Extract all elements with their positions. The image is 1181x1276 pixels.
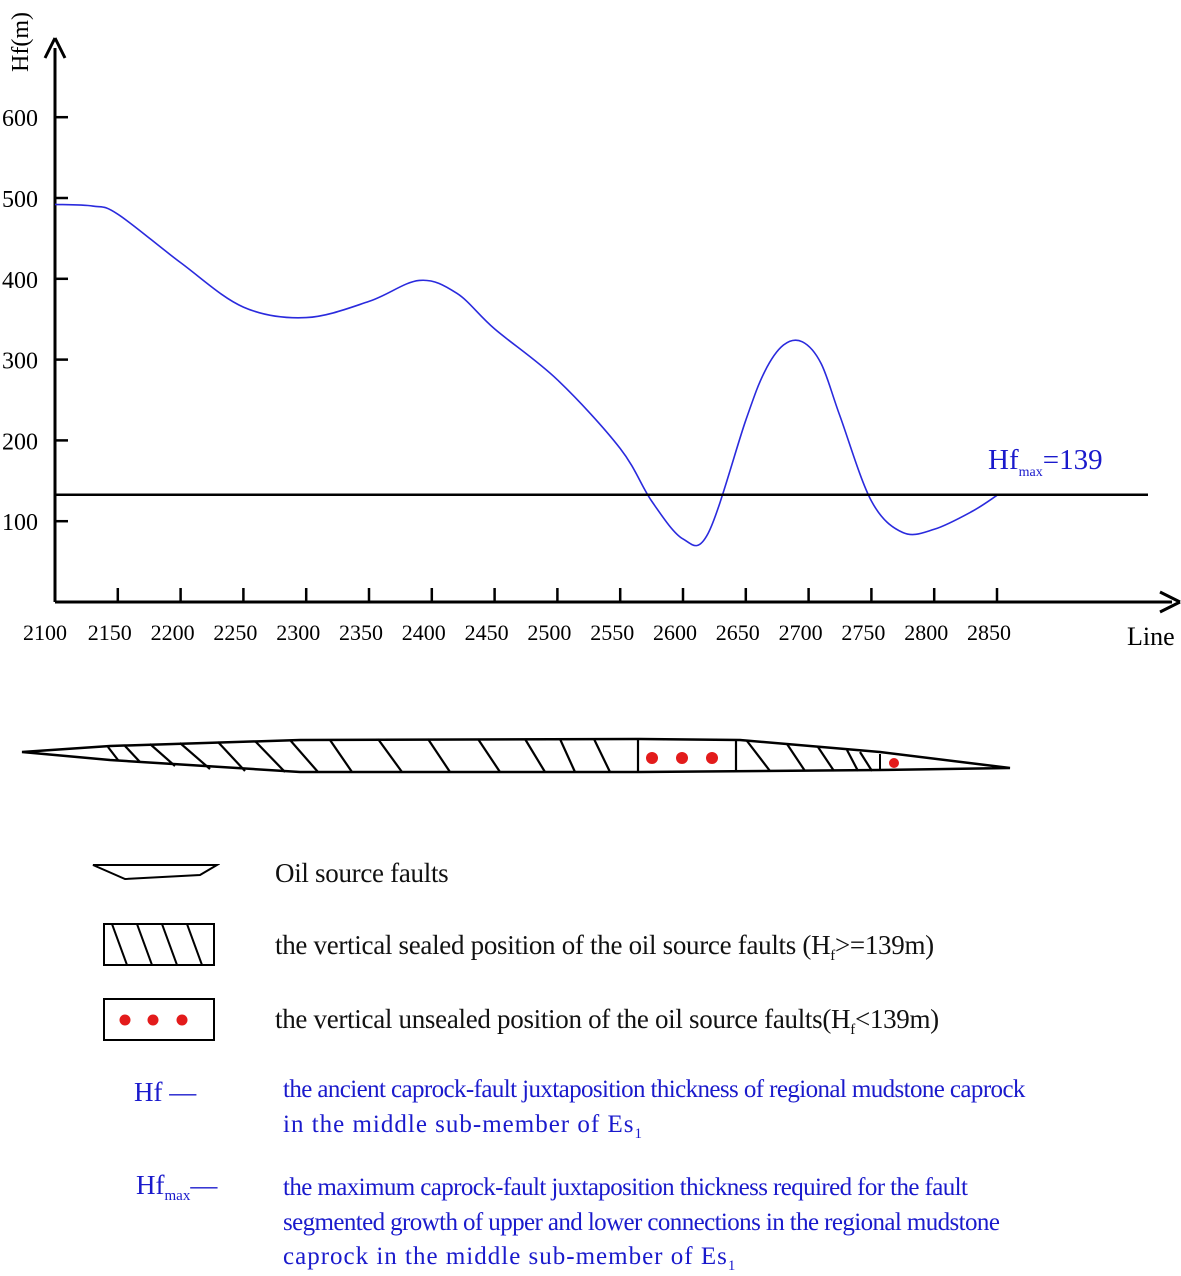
x-tick-label: 2500: [527, 620, 572, 645]
x-tick-label: 2650: [715, 620, 760, 645]
y-tick-label: 300: [2, 348, 38, 375]
hfmax-symbol-text: Hf: [136, 1170, 165, 1200]
x-tick-label: 2600: [653, 620, 697, 645]
unsealed-dot: [646, 752, 658, 764]
hf-def-line1: the ancient caprock-fault juxtaposition thickness of regional mudstone caprock: [283, 1076, 1025, 1103]
hatched-box-icon: [104, 924, 214, 965]
sealed-text: the vertical sealed position of the oil source faults (H: [275, 930, 831, 960]
x-tick-label: 2250: [213, 620, 258, 645]
sealed-text-post: >=139m): [834, 930, 934, 960]
x-tick-label: 2800: [904, 620, 949, 645]
fault-lens-icon: [93, 865, 217, 879]
x-tick-label: 2400: [401, 620, 446, 645]
x-tick-label: 2700: [778, 620, 823, 645]
hf-def-line2-text: in the middle sub-member of Es: [283, 1111, 635, 1138]
hfmax-def-line3: [283, 1243, 736, 1275]
x-tick-group: [23, 588, 1011, 645]
dotted-box-icon: [104, 999, 214, 1040]
x-tick-label: 2350: [339, 620, 383, 645]
hf-symbol: Hf —: [134, 1077, 197, 1107]
hfmax-symbol-sub: max: [164, 1188, 191, 1204]
y-axis-label: Hf(m): [8, 12, 34, 72]
unsealed-dot: [706, 752, 718, 764]
hf-def-line2-sub: 1: [634, 1126, 643, 1142]
x-tick-label: 2200: [150, 620, 195, 645]
x-tick-label: 2100: [23, 620, 67, 645]
hf-symbol-text: Hf: [134, 1077, 163, 1107]
legend-unsealed-label: [275, 1004, 939, 1039]
unsealed-dot: [676, 752, 688, 764]
x-tick-label: 2150: [87, 620, 132, 645]
y-tick-label: 400: [2, 267, 38, 294]
x-axis-label: Line: [1127, 622, 1175, 651]
unsealed-text-post: <139m): [854, 1004, 939, 1034]
legend-sealed-label: [275, 930, 934, 965]
chart-axes: [8, 12, 1180, 651]
y-tick-group: [2, 106, 68, 536]
x-tick-label: 2550: [590, 620, 635, 645]
x-tick-label: 2850: [967, 620, 1011, 645]
hfmax-def-line3-text: caprock in the middle sub-member of Es: [283, 1243, 728, 1270]
hfmax-def-line2: segmented growth of upper and lower connections in the regional mudstone: [283, 1209, 1000, 1236]
legend-symbols: [90, 855, 220, 1055]
hfmax-threshold-label: $Hf_{max}=139$: [988, 444, 1103, 480]
unsealed-sub: f: [850, 1022, 855, 1038]
y-tick-label: 100: [2, 510, 38, 537]
y-tick-label: 500: [2, 187, 38, 213]
hfmax-def-line3-sub: 1: [727, 1258, 737, 1274]
x-tick-label: 2300: [276, 620, 321, 645]
hfmax-def-line1: the maximum caprock-fault juxtaposition thickness required for the fault: [283, 1174, 968, 1201]
hf-def-line2: [283, 1111, 643, 1143]
x-tick-label: 2750: [841, 620, 886, 645]
fault-strip: [22, 739, 1010, 772]
unsealed-dot: [889, 758, 899, 768]
unsealed-text: the vertical unsealed position of the oil source faults(H: [275, 1004, 851, 1034]
y-tick-label: 200: [2, 429, 38, 456]
legend-faults-label: Oil source faults: [275, 858, 449, 888]
x-tick-label: 2450: [464, 620, 509, 645]
threshold-group: [55, 444, 1148, 495]
sealed-sub: f: [830, 948, 835, 964]
hfmax-symbol: $Hf_{max}—$: [136, 1170, 218, 1204]
y-tick-label: 600: [2, 106, 38, 133]
